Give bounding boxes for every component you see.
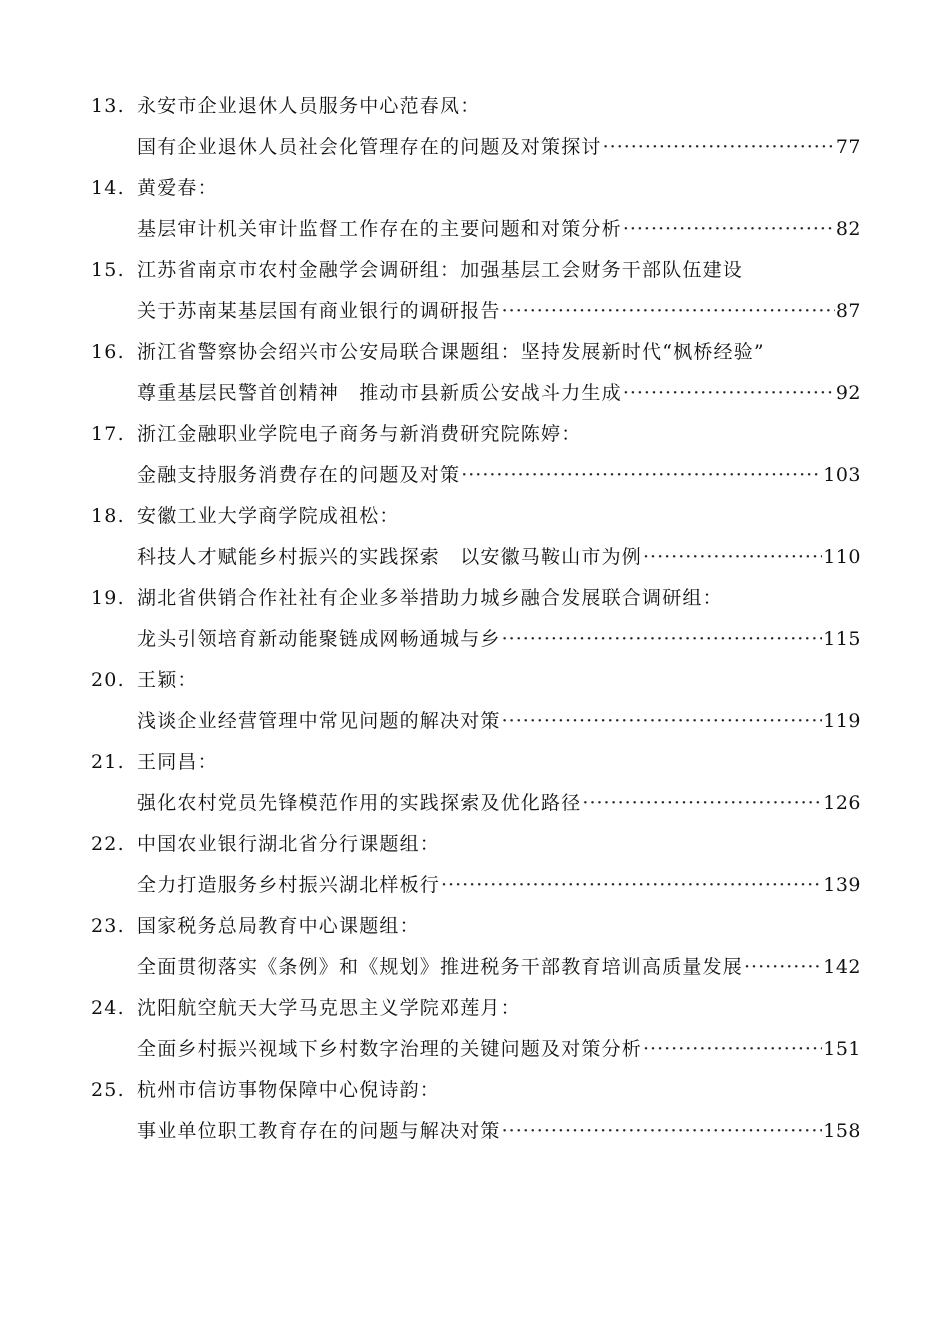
- toc-entry-author: 中国农业银行湖北省分行课题组：: [137, 833, 441, 855]
- toc-entry: [0, 414, 950, 496]
- toc-entry-author: 永安市企业退休人员服务中心范春凤：: [137, 95, 481, 117]
- toc-entry-title: 全面贯彻落实《条例》和《规划》推进税务干部教育培训高质量发展: [137, 956, 744, 978]
- toc-entry-number: 24.: [91, 997, 125, 1019]
- dot-leader: [441, 865, 822, 906]
- toc-entry-author: 沈阳航空航天大学马克思主义学院邓莲月：: [137, 997, 521, 1019]
- toc-entry-number: 15.: [91, 259, 125, 281]
- toc-entry: [0, 988, 950, 1070]
- toc-entry-title-line[interactable]: [0, 1029, 861, 1070]
- toc-entry: [0, 168, 950, 250]
- dot-leader: [502, 291, 835, 332]
- toc-entry-title: 国有企业退休人员社会化管理存在的问题及对策探讨: [137, 136, 602, 158]
- dot-leader: [502, 619, 823, 660]
- toc-entry-heading: [0, 988, 950, 1029]
- toc-entry-number: 20.: [91, 669, 125, 691]
- toc-entry-page-number: 139: [823, 874, 861, 896]
- toc-entry: [0, 742, 950, 824]
- toc-entry: [0, 496, 950, 578]
- toc-entry-author: 浙江金融职业学院电子商务与新消费研究院陈婷：: [137, 423, 582, 445]
- toc-entry-title: 基层审计机关审计监督工作存在的主要问题和对策分析: [137, 218, 622, 240]
- dot-leader: [582, 783, 822, 824]
- toc-entry-heading: [0, 414, 950, 455]
- toc-entry-heading: [0, 86, 950, 127]
- dot-leader: [643, 1029, 822, 1070]
- toc-entry: [0, 578, 950, 660]
- dot-leader: [461, 455, 822, 496]
- toc-entry-heading: [0, 250, 950, 291]
- toc-entry-number: 19.: [91, 587, 125, 609]
- toc-entry-page-number: 119: [823, 710, 861, 732]
- toc-entry: [0, 660, 950, 742]
- toc-entry-number: 17.: [91, 423, 125, 445]
- toc-entry-title: 尊重基层民警首创精神 推动市县新质公安战斗力生成: [137, 382, 622, 404]
- toc-entry-author: 江苏省南京市农村金融学会调研组：加强基层工会财务干部队伍建设: [137, 259, 744, 281]
- toc-entry-author: 湖北省供销合作社社有企业多举措助力城乡融合发展联合调研组：: [137, 587, 723, 609]
- toc-entry-title: 金融支持服务消费存在的问题及对策: [137, 464, 461, 486]
- toc-entry: [0, 824, 950, 906]
- toc-entry-author: 安徽工业大学商学院成祖松：: [137, 505, 400, 527]
- toc-entry-title: 全面乡村振兴视域下乡村数字治理的关键问题及对策分析: [137, 1038, 643, 1060]
- toc-entry: [0, 906, 950, 988]
- toc-entry-title: 关于苏南某基层国有商业银行的调研报告: [137, 300, 501, 322]
- toc-entry-number: 13.: [91, 95, 125, 117]
- toc-entry-page-number: 115: [823, 628, 861, 650]
- toc-entry-title-line[interactable]: [0, 209, 861, 250]
- toc-entry-title-line[interactable]: [0, 291, 861, 332]
- toc-entry-page-number: 158: [823, 1120, 861, 1142]
- toc-entry-heading: [0, 906, 950, 947]
- toc-entry: [0, 332, 950, 414]
- toc-entry-author: 王同昌：: [137, 751, 218, 773]
- toc-entry-heading: [0, 496, 950, 537]
- toc-entry-title: 强化农村党员先锋模范作用的实践探索及优化路径: [137, 792, 582, 814]
- toc-entry-heading: [0, 168, 950, 209]
- toc-entry-number: 22.: [91, 833, 125, 855]
- toc-entry-page-number: 142: [823, 956, 861, 978]
- toc-entry-author: 国家税务总局教育中心课题组：: [137, 915, 420, 937]
- toc-entry-author: 杭州市信访事物保障中心倪诗韵：: [137, 1079, 441, 1101]
- toc-entry-title-line[interactable]: [0, 865, 861, 906]
- toc-entry-number: 14.: [91, 177, 125, 199]
- toc-entry-title-line[interactable]: [0, 947, 861, 988]
- toc-entry-number: 18.: [91, 505, 125, 527]
- dot-leader: [623, 209, 835, 250]
- toc-entry: [0, 250, 950, 332]
- toc-entry-page-number: 110: [823, 546, 861, 568]
- toc-entry-page-number: 126: [823, 792, 861, 814]
- toc-entry-heading: [0, 578, 950, 619]
- toc-entry-page-number: 77: [835, 136, 861, 158]
- toc-entry-title-line[interactable]: [0, 1111, 861, 1152]
- toc-entry-page-number: 103: [823, 464, 861, 486]
- toc-entry-heading: [0, 1070, 950, 1111]
- toc-entry: [0, 1070, 950, 1152]
- dot-leader: [603, 127, 835, 168]
- table-of-contents: [0, 86, 950, 1152]
- toc-entry-page-number: 82: [835, 218, 861, 240]
- toc-entry-number: 21.: [91, 751, 125, 773]
- dot-leader: [502, 1111, 823, 1152]
- toc-entry-page-number: 151: [823, 1038, 861, 1060]
- toc-entry-title: 科技人才赋能乡村振兴的实践探索 以安徽马鞍山市为例: [137, 546, 643, 568]
- toc-entry-number: 16.: [91, 341, 125, 363]
- toc-entry-heading: [0, 332, 950, 373]
- toc-entry-number: 25.: [91, 1079, 125, 1101]
- toc-entry-title-line[interactable]: [0, 619, 861, 660]
- toc-entry-title: 浅谈企业经营管理中常见问题的解决对策: [137, 710, 501, 732]
- toc-entry-heading: [0, 824, 950, 865]
- dot-leader: [643, 537, 822, 578]
- dot-leader: [623, 373, 835, 414]
- toc-entry-title-line[interactable]: [0, 373, 861, 414]
- toc-entry-page-number: 87: [835, 300, 861, 322]
- toc-entry-title-line[interactable]: [0, 701, 861, 742]
- toc-entry: [0, 86, 950, 168]
- toc-entry-author: 黄爱春：: [137, 177, 218, 199]
- toc-entry-title: 龙头引领培育新动能聚链成网畅通城与乡: [137, 628, 501, 650]
- toc-entry-heading: [0, 742, 950, 783]
- toc-entry-title-line[interactable]: [0, 783, 861, 824]
- dot-leader: [502, 701, 823, 742]
- toc-entry-title-line[interactable]: [0, 455, 861, 496]
- toc-entry-title-line[interactable]: [0, 127, 861, 168]
- toc-entry-number: 23.: [91, 915, 125, 937]
- toc-entry-author: 浙江省警察协会绍兴市公安局联合课题组：坚持发展新时代“枫桥经验”: [137, 341, 765, 363]
- toc-entry-title: 事业单位职工教育存在的问题与解决对策: [137, 1120, 501, 1142]
- dot-leader: [744, 947, 822, 988]
- toc-entry-author: 王颖：: [137, 669, 198, 691]
- toc-entry-heading: [0, 660, 950, 701]
- toc-entry-page-number: 92: [835, 382, 861, 404]
- toc-entry-title-line[interactable]: [0, 537, 861, 578]
- toc-entry-title: 全力打造服务乡村振兴湖北样板行: [137, 874, 441, 896]
